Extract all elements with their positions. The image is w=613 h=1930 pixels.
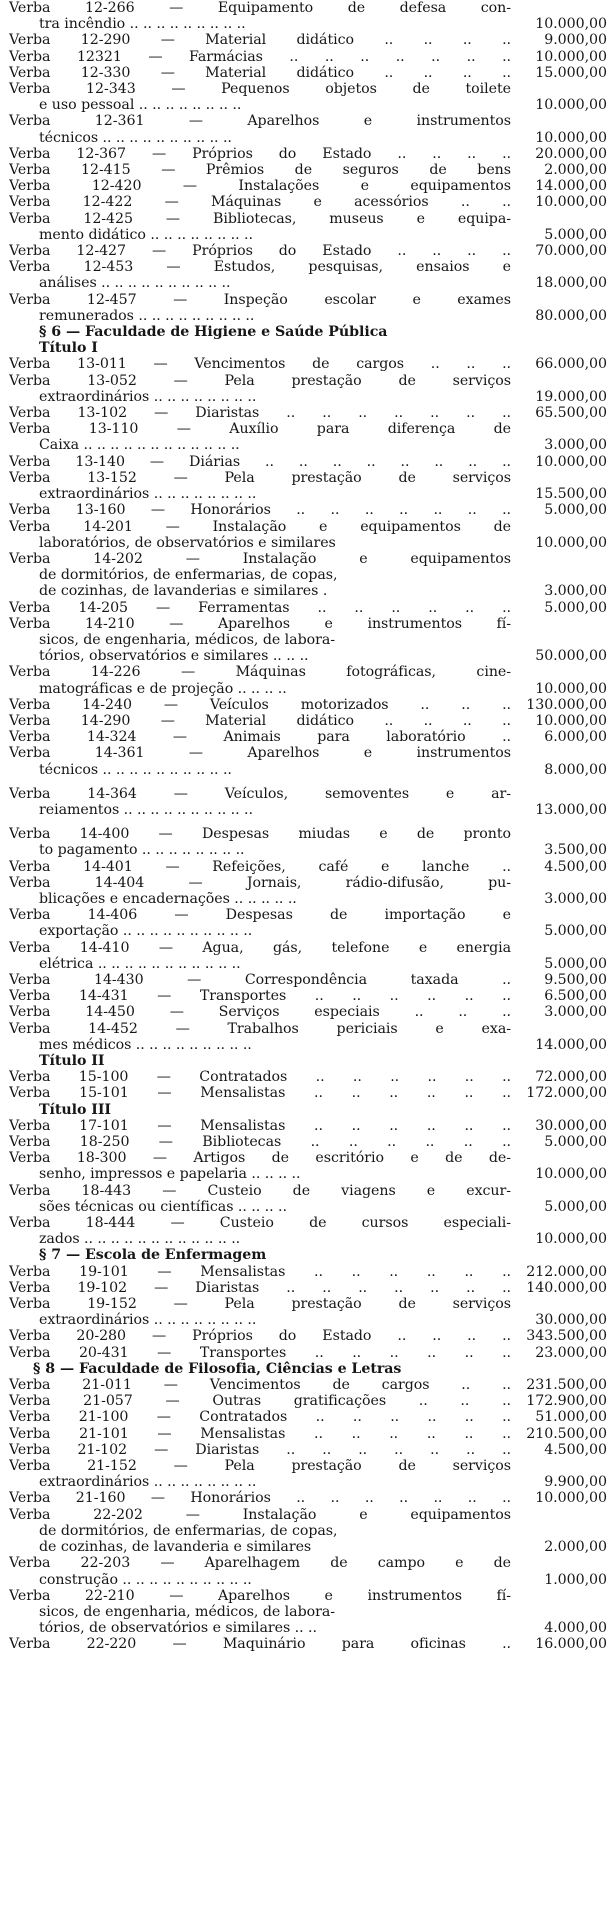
entry-amount: 2.000,00 — [544, 162, 607, 179]
budget-entry — [9, 875, 607, 907]
entry-description — [9, 972, 511, 988]
entry-line: Verba 12-422 — Máquinas e acessórios .. .. — [9, 194, 511, 211]
entry-amount: 5.000,00 — [544, 226, 607, 243]
entry-line: Verba 12-457 — Inspeção escolar e exames — [9, 291, 511, 308]
entry-amount: 20.000,00 — [535, 145, 607, 162]
entry-description — [9, 713, 511, 729]
entry-amount: 6.000,00 — [544, 729, 607, 746]
spacer — [9, 778, 607, 786]
entry-description — [9, 113, 511, 145]
budget-entry — [9, 1280, 607, 1296]
budget-entry — [9, 146, 607, 162]
entry-line: Verba 14-406 — Despesas de importação e — [9, 907, 511, 924]
entry-description — [9, 259, 511, 291]
entry-description — [9, 907, 511, 939]
budget-entry — [9, 502, 607, 518]
entry-amount: 13.000,00 — [535, 801, 607, 818]
entry-description — [9, 745, 511, 777]
entry-line: Verba 14-400 — Despesas miudas e de pronto — [9, 826, 511, 843]
entry-description — [9, 1215, 511, 1247]
entry-description — [9, 1555, 511, 1587]
entry-continuation-line: Caixa .. .. .. .. .. .. .. .. .. .. .. .. — [39, 437, 240, 454]
budget-entry — [9, 1021, 607, 1053]
spacer — [9, 818, 607, 826]
entry-description — [9, 146, 511, 162]
entry-continuation-line: análises .. .. .. .. .. .. .. .. .. .. — [39, 275, 231, 292]
budget-entry — [9, 940, 607, 972]
entry-line: Verba 12-415 — Prêmios de seguros de bens — [9, 162, 511, 179]
entry-line: Verba 18-444 — Custeio de cursos especiali- — [9, 1215, 511, 1232]
budget-entry — [9, 1183, 607, 1215]
entry-line: Verba 18-250 — Bibliotecas .. .. .. .. .. .. — [9, 1134, 511, 1151]
entry-description — [9, 1183, 511, 1215]
budget-entry — [9, 1426, 607, 1442]
entry-description — [9, 1280, 511, 1296]
entry-line: Verba 13-102 — Diaristas .. .. .. .. .. .. .. — [9, 405, 511, 422]
entry-description — [9, 1021, 511, 1053]
entry-continuation-line: tra incêndio .. .. .. .. .. .. .. .. .. — [39, 16, 246, 33]
entry-amount: 15.000,00 — [535, 64, 607, 81]
entry-amount: 10.000,00 — [535, 1490, 607, 1507]
entry-line: Verba 17-101 — Mensalistas .. .. .. .. .. .. — [9, 1117, 511, 1134]
entry-line: Verba 22-203 — Aparelhagem de campo e de — [9, 1555, 511, 1572]
entry-line: Verba 20-431 — Transportes .. .. .. .. .. .. — [9, 1344, 511, 1361]
entry-line: Verba 12-367 — Próprios do Estado .. .. .. .. — [9, 145, 511, 162]
budget-entry — [9, 697, 607, 713]
entry-amount: 6.500,00 — [544, 988, 607, 1005]
entry-description — [9, 470, 511, 502]
budget-entry — [9, 664, 607, 696]
entry-amount: 10.000,00 — [535, 1231, 607, 1248]
entry-description — [9, 1345, 511, 1361]
entry-description — [9, 616, 511, 665]
entry-amount: 14.000,00 — [535, 1036, 607, 1053]
entry-description — [9, 1264, 511, 1280]
budget-entry — [9, 356, 607, 372]
entry-line: Verba 14-210 — Aparelhos e instrumentos fí- — [9, 615, 511, 632]
entry-description — [9, 1004, 511, 1020]
entry-amount: 212.000,00 — [526, 1263, 607, 1280]
entry-line: Verba 20-280 — Próprios do Estado .. .. .. .. — [9, 1328, 511, 1345]
budget-entry — [9, 972, 607, 988]
budget-entry — [9, 786, 607, 818]
entry-continuation-line: sicos, de engenharia, médicos, de labora- — [39, 1603, 335, 1620]
entry-continuation-line: de cozinhas, de lavanderias e similares . — [39, 583, 328, 600]
entry-line: Verba 21-011 — Vencimentos de cargos .. .. — [9, 1377, 511, 1394]
entry-amount: 9.900,00 — [544, 1474, 607, 1491]
entry-description — [9, 81, 511, 113]
budget-entry — [9, 1345, 607, 1361]
entry-amount: 10.000,00 — [535, 534, 607, 551]
entry-description — [9, 373, 511, 405]
budget-entry — [9, 1393, 607, 1409]
entry-amount: 5.000,00 — [544, 599, 607, 616]
entry-line: Verba 14-205 — Ferramentas .. .. .. .. .. .. — [9, 599, 511, 616]
entry-line: Verba 14-452 — Trabalhos periciais e exa- — [9, 1020, 511, 1037]
entry-line: Verba 15-100 — Contratados .. .. .. .. .. .. — [9, 1069, 511, 1086]
budget-entry — [9, 65, 607, 81]
budget-entry — [9, 1555, 607, 1587]
entry-amount: 10.000,00 — [535, 680, 607, 697]
entry-continuation-line: reiamentos .. .. .. .. .. .. .. .. .. .. — [39, 801, 253, 818]
entry-line: Verba 14-324 — Animais para laboratório .. — [9, 729, 511, 746]
budget-entry — [9, 259, 607, 291]
entry-continuation-line: técnicos .. .. .. .. .. .. .. .. .. .. — [39, 761, 232, 778]
entry-amount: 14.000,00 — [535, 178, 607, 195]
entry-description — [9, 1636, 511, 1652]
entry-continuation-line: remunerados .. .. .. .. .. .. .. .. .. — [39, 307, 255, 324]
entry-line: Verba 13-052 — Pela prestação de serviços — [9, 372, 511, 389]
entry-line: Verba 21-160 — Honorários .. .. .. .. .. .. .. — [9, 1490, 511, 1507]
entry-line: Verba 12-427 — Próprios do Estado .. .. .. .. — [9, 243, 511, 260]
budget-entry — [9, 988, 607, 1004]
entry-line: Verba 14-410 — Agua, gás, telefone e energia — [9, 939, 511, 956]
entry-line: Verba 12-361 — Aparelhos e instrumentos — [9, 113, 511, 130]
entry-continuation-line: de dormitórios, de enfermarias, de copas, — [39, 567, 338, 584]
entry-line: Verba 19-152 — Pela prestação de serviços — [9, 1296, 511, 1313]
budget-entry — [9, 616, 607, 665]
entry-line: Verba 14-202 — Instalação e equipamentos — [9, 550, 511, 567]
budget-entry — [9, 713, 607, 729]
entry-description — [9, 65, 511, 81]
budget-entry — [9, 729, 607, 745]
entry-line: Verba 13-160 — Honorários .. .. .. .. .. .. .. — [9, 502, 511, 519]
entry-amount: 10.000,00 — [535, 712, 607, 729]
budget-entry — [9, 1085, 607, 1101]
title-heading: Título I — [39, 340, 98, 357]
entry-continuation-line: tórios, de observatórios e similares .. .. — [39, 1620, 317, 1637]
entry-description — [9, 0, 511, 32]
entry-line: Verba 12-330 — Material didático .. .. .. .. — [9, 64, 511, 81]
budget-entry — [9, 49, 607, 65]
entry-continuation-line: extraordinários .. .. .. .. .. .. .. .. — [39, 486, 257, 503]
entry-line: Verba 21-152 — Pela prestação de serviços — [9, 1458, 511, 1475]
entry-amount: 19.000,00 — [535, 388, 607, 405]
budget-entry — [9, 907, 607, 939]
entry-description — [9, 697, 511, 713]
entry-line: Verba 13-011 — Vencimentos de cargos .. .. .. — [9, 356, 511, 373]
entry-amount: 2.000,00 — [544, 1539, 607, 1556]
entry-amount: 172.000,00 — [526, 1085, 607, 1102]
entry-amount: 10.000,00 — [535, 453, 607, 470]
entry-amount: 50.000,00 — [535, 648, 607, 665]
budget-entry — [9, 1636, 607, 1652]
budget-entry — [9, 1004, 607, 1020]
entry-description — [9, 356, 511, 372]
entry-description — [9, 1069, 511, 1085]
entry-description — [9, 551, 511, 600]
budget-entry — [9, 1134, 607, 1150]
entry-amount: 15.500,00 — [535, 486, 607, 503]
budget-entry — [9, 32, 607, 48]
budget-entry — [9, 1118, 607, 1134]
entry-description — [9, 178, 511, 194]
budget-entry — [9, 454, 607, 470]
entry-line: Verba 12-425 — Bibliotecas, museus e equipa- — [9, 210, 511, 227]
budget-entry — [9, 859, 607, 875]
entry-continuation-line: técnicos .. .. .. .. .. .. .. .. .. .. — [39, 129, 232, 146]
entry-line: Verba 14-361 — Aparelhos e instrumentos — [9, 745, 511, 762]
entry-description — [9, 502, 511, 518]
entry-line: Verba 22-202 — Instalação e equipamentos — [9, 1506, 511, 1523]
entry-line: Verba 14-404 — Jornais, rádio-difusão, pu- — [9, 874, 511, 891]
entry-amount: 9.000,00 — [544, 32, 607, 49]
entry-description — [9, 1296, 511, 1328]
entry-amount: 30.000,00 — [535, 1117, 607, 1134]
entry-continuation-line: elétrica .. .. .. .. .. .. .. .. .. .. .. — [39, 955, 241, 972]
entry-continuation-line: de dormitórios, de enfermarias, de copas, — [39, 1522, 338, 1539]
budget-entry — [9, 1215, 607, 1247]
entry-amount: 10.000,00 — [535, 16, 607, 33]
entry-description — [9, 1409, 511, 1425]
entry-amount: 343.500,00 — [526, 1328, 607, 1345]
section-heading: § 8 — Faculdade de Filosofia, Ciências e Letras — [33, 1360, 402, 1377]
entry-amount: 3.500,00 — [544, 842, 607, 859]
entry-description — [9, 194, 511, 210]
entry-description — [9, 454, 511, 470]
entry-description — [9, 1426, 511, 1442]
entry-description — [9, 1377, 511, 1393]
budget-entry — [9, 1264, 607, 1280]
entry-line: Verba 12-343 — Pequenos objetos de toilete — [9, 81, 511, 98]
budget-entry — [9, 1069, 607, 1085]
budget-entry — [9, 194, 607, 210]
entry-continuation-line: exportação .. .. .. .. .. .. .. .. .. .. — [39, 923, 253, 940]
entry-description — [9, 421, 511, 453]
entry-continuation-line: laboratórios, de observatórios e similares — [39, 534, 336, 551]
entry-line: Verba 21-100 — Contratados .. .. .. .. .. .. — [9, 1409, 511, 1426]
entry-description — [9, 875, 511, 907]
entry-description — [9, 729, 511, 745]
budget-entry — [9, 1150, 607, 1182]
entry-line: Verba 13-110 — Auxílio para diferença de — [9, 421, 511, 438]
entry-line: Verba 14-240 — Veículos motorizados .. .. .. — [9, 696, 511, 713]
entry-description — [9, 664, 511, 696]
entry-continuation-line: extraordinários .. .. .. .. .. .. .. .. — [39, 388, 257, 405]
entry-continuation-line: mes médicos .. .. .. .. .. .. .. .. .. — [39, 1036, 252, 1053]
entry-amount: 5.000,00 — [544, 955, 607, 972]
entry-continuation-line: sões técnicas ou científicas .. .. .. .. — [39, 1198, 287, 1215]
entry-line: Verba 12-266 — Equipamento de defesa con- — [9, 0, 511, 16]
entry-amount: 4.000,00 — [544, 1620, 607, 1637]
entry-amount: 8.000,00 — [544, 761, 607, 778]
entry-continuation-line: de cozinhas, de lavanderia e similares — [39, 1539, 312, 1556]
entry-amount: 5.000,00 — [544, 502, 607, 519]
entry-description — [9, 32, 511, 48]
entry-amount: 16.000,00 — [535, 1636, 607, 1653]
title-heading: Título II — [39, 1053, 105, 1069]
entry-line: Verba 18-300 — Artigos de escritório e de de- — [9, 1150, 511, 1167]
entry-line: Verba 21-101 — Mensalistas .. .. .. .. .. .. — [9, 1425, 511, 1442]
entry-amount: 3.000,00 — [544, 890, 607, 907]
entry-description — [9, 1442, 511, 1458]
entry-amount: 130.000,00 — [526, 696, 607, 713]
entry-amount: 3.000,00 — [544, 1004, 607, 1021]
entry-line: Verba 12321 — Farmácias .. .. .. .. .. .. .. — [9, 48, 511, 65]
entry-line: Verba 21-102 — Diaristas .. .. .. .. .. .. .. — [9, 1441, 511, 1458]
entry-continuation-line: extraordinários .. .. .. .. .. .. .. .. — [39, 1312, 257, 1329]
entry-description — [9, 292, 511, 324]
entry-amount: 65.500,00 — [535, 405, 607, 422]
entry-amount: 5.000,00 — [544, 1134, 607, 1151]
entry-amount: 172.900,00 — [526, 1393, 607, 1410]
entry-description — [9, 162, 511, 178]
entry-continuation-line: senho, impressos e papelaria .. .. .. .. — [39, 1166, 301, 1183]
entry-continuation-line: matográficas e de projeção .. .. .. .. — [39, 680, 287, 697]
entry-line: Verba 18-443 — Custeio de viagens e excur- — [9, 1182, 511, 1199]
entry-description — [9, 1134, 511, 1150]
entry-amount: 23.000,00 — [535, 1344, 607, 1361]
entry-description — [9, 1118, 511, 1134]
entry-description — [9, 826, 511, 858]
entry-amount: 4.500,00 — [544, 858, 607, 875]
entry-continuation-line: tórios, observatórios e similares .. .. .. — [39, 648, 309, 665]
entry-line: Verba 22-210 — Aparelhos e instrumentos fí- — [9, 1587, 511, 1604]
entry-line: Verba 19-101 — Mensalistas .. .. .. .. .. .. — [9, 1263, 511, 1280]
entry-description — [9, 1150, 511, 1182]
entry-description — [9, 405, 511, 421]
entry-amount: 10.000,00 — [535, 48, 607, 65]
entry-line: Verba 22-220 — Maquinário para oficinas .. — [9, 1636, 511, 1653]
entry-amount: 10.000,00 — [535, 194, 607, 211]
entry-description — [9, 988, 511, 1004]
entry-line: Verba 14-364 — Veículos, semoventes e ar- — [9, 785, 511, 802]
entry-amount: 10.000,00 — [535, 1166, 607, 1183]
entry-amount: 210.500,00 — [526, 1425, 607, 1442]
budget-entry — [9, 1458, 607, 1490]
entry-amount: 80.000,00 — [535, 307, 607, 324]
entry-line: Verba 14-401 — Refeições, café e lanche .. — [9, 858, 511, 875]
entry-description — [9, 211, 511, 243]
entry-amount: 51.000,00 — [535, 1409, 607, 1426]
entry-description — [9, 243, 511, 259]
entry-line: Verba 14-201 — Instalação e equipamentos de — [9, 518, 511, 535]
entry-description — [9, 1507, 511, 1556]
entry-line: Verba 12-420 — Instalações e equipamentos — [9, 178, 511, 195]
entry-continuation-line: extraordinários .. .. .. .. .. .. .. .. — [39, 1474, 257, 1491]
budget-entry — [9, 373, 607, 405]
entry-amount: 18.000,00 — [535, 275, 607, 292]
budget-entry — [9, 421, 607, 453]
entry-amount: 4.500,00 — [544, 1441, 607, 1458]
entry-amount: 10.000,00 — [535, 97, 607, 114]
budget-entry — [9, 1588, 607, 1637]
section-heading: § 7 — Escola de Enfermagem — [39, 1247, 267, 1264]
budget-entry — [9, 243, 607, 259]
entry-continuation-line: sicos, de engenharia, médicos, de labora- — [39, 631, 335, 648]
budget-entry — [9, 1442, 607, 1458]
entry-line: Verba 12-290 — Material didático .. .. .. .. — [9, 32, 511, 49]
budget-entry — [9, 178, 607, 194]
entry-amount: 1.000,00 — [544, 1571, 607, 1588]
entry-description — [9, 600, 511, 616]
entry-amount: 140.000,00 — [526, 1279, 607, 1296]
entry-line: Verba 14-431 — Transportes .. .. .. .. .. .. — [9, 988, 511, 1005]
entry-continuation-line: construção .. .. .. .. .. .. .. .. .. .. — [39, 1571, 252, 1588]
entry-amount: 66.000,00 — [535, 356, 607, 373]
entry-description — [9, 1490, 511, 1506]
budget-entry — [9, 0, 607, 32]
entry-description — [9, 786, 511, 818]
entry-description — [9, 859, 511, 875]
entry-continuation-line: to pagamento .. .. .. .. .. .. .. .. — [39, 842, 245, 859]
budget-entry — [9, 162, 607, 178]
entry-description — [9, 49, 511, 65]
entry-amount: 5.000,00 — [544, 923, 607, 940]
entry-amount: 9.500,00 — [544, 971, 607, 988]
entry-description — [9, 1458, 511, 1490]
budget-entry — [9, 405, 607, 421]
entry-amount: 70.000,00 — [535, 243, 607, 260]
entry-line: Verba 12-453 — Estudos, pesquisas, ensaios e — [9, 259, 511, 276]
entry-description — [9, 1328, 511, 1344]
budget-entry — [9, 1296, 607, 1328]
budget-entry — [9, 1490, 607, 1506]
budget-entry — [9, 826, 607, 858]
budget-entry — [9, 1507, 607, 1556]
entry-amount: 231.500,00 — [526, 1377, 607, 1394]
budget-entry — [9, 1328, 607, 1344]
budget-entry — [9, 551, 607, 600]
budget-entry — [9, 113, 607, 145]
budget-entry — [9, 211, 607, 243]
entry-line: Verba 13-140 — Diárias .. .. .. .. .. .. .. .. — [9, 453, 511, 470]
budget-entry — [9, 600, 607, 616]
entry-continuation-line: blicações e encadernações .. .. .. .. .. — [39, 890, 297, 907]
section-heading: § 6 — Faculdade de Higiene e Saúde Pública — [39, 324, 388, 341]
budget-entry — [9, 1409, 607, 1425]
title-heading: Título III — [39, 1101, 112, 1118]
entry-line: Verba 14-430 — Correspondência taxada .. — [9, 971, 511, 988]
entry-continuation-line: e uso pessoal .. .. .. .. .. .. .. .. — [39, 97, 242, 114]
entry-amount: 10.000,00 — [535, 129, 607, 146]
entry-amount: 3.000,00 — [544, 583, 607, 600]
entry-description — [9, 1085, 511, 1101]
entry-line: Verba 15-101 — Mensalistas .. .. .. .. .. .. — [9, 1085, 511, 1102]
entry-description — [9, 1393, 511, 1409]
budget-entry — [9, 81, 607, 113]
entry-line: Verba 14-290 — Material didático .. .. .. .. — [9, 712, 511, 729]
entry-line: Verba 13-152 — Pela prestação de serviços — [9, 469, 511, 486]
entry-line: Verba 21-057 — Outras gratificações .. .. .. — [9, 1393, 511, 1410]
entry-line: Verba 19-102 — Diaristas .. .. .. .. .. .. .. — [9, 1279, 511, 1296]
entry-amount: 30.000,00 — [535, 1312, 607, 1329]
entry-amount: 5.000,00 — [544, 1198, 607, 1215]
entry-description — [9, 519, 511, 551]
entry-description — [9, 940, 511, 972]
entry-amount: 72.000,00 — [535, 1069, 607, 1086]
entry-amount: 3.000,00 — [544, 437, 607, 454]
budget-entry — [9, 292, 607, 324]
budget-entry — [9, 745, 607, 777]
entry-line: Verba 14-226 — Máquinas fotográficas, cine- — [9, 664, 511, 681]
budget-entry — [9, 1377, 607, 1393]
entry-line: Verba 14-450 — Serviços especiais .. .. .. — [9, 1004, 511, 1021]
budget-entry — [9, 470, 607, 502]
entry-description — [9, 1588, 511, 1637]
budget-entry — [9, 519, 607, 551]
entry-continuation-line: mento didático .. .. .. .. .. .. .. .. — [39, 226, 253, 243]
entry-continuation-line: zados .. .. .. .. .. .. .. .. .. .. .. .. — [39, 1231, 241, 1248]
